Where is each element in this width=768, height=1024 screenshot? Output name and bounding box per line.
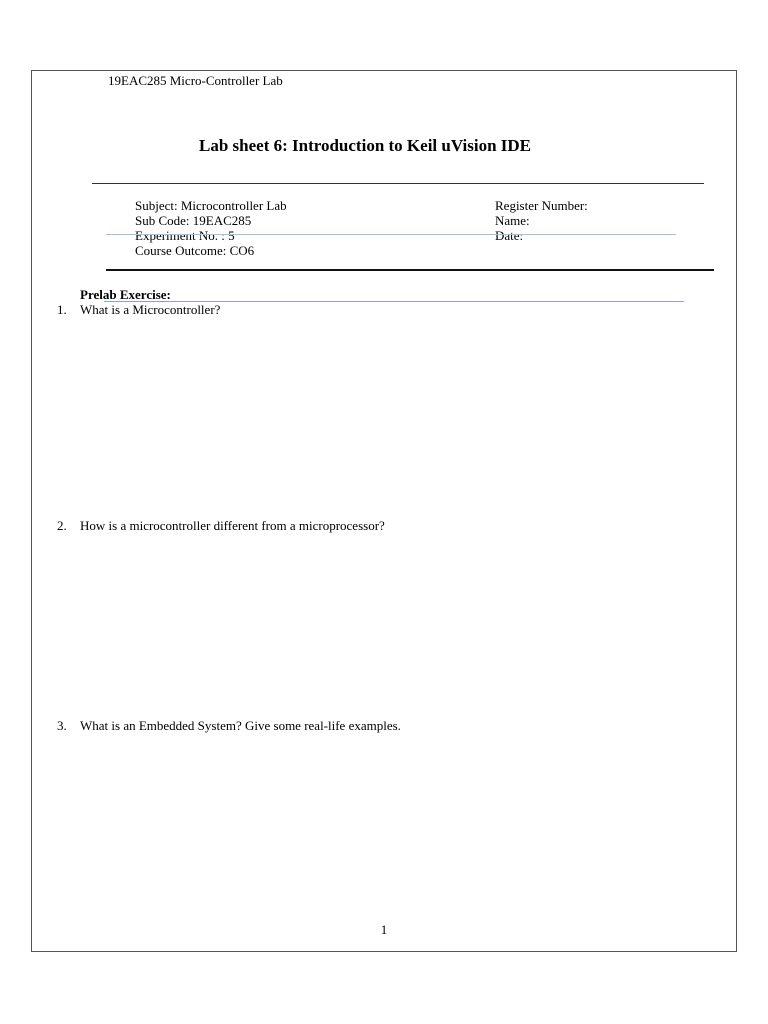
- scan-line: [106, 234, 676, 235]
- question-number: 3.: [57, 718, 67, 733]
- register-number-line: Register Number:: [495, 198, 588, 213]
- prelab-heading: Prelab Exercise:: [80, 287, 171, 302]
- course-outcome-line: Course Outcome: CO6: [135, 243, 255, 258]
- info-left-block: [135, 198, 287, 258]
- question-number: 2.: [57, 518, 67, 533]
- subject-line: Subject: Microcontroller Lab: [135, 198, 287, 213]
- name-line: Name:: [495, 213, 530, 228]
- question-text: How is a microcontroller different from a microprocessor?: [80, 518, 385, 533]
- question-number: 1.: [57, 302, 67, 317]
- info-divider: [106, 269, 714, 271]
- page-number: 1: [380, 922, 388, 937]
- info-right-block: [495, 198, 588, 243]
- title-divider: [92, 183, 704, 184]
- page-title: Lab sheet 6: Introduction to Keil uVision IDE: [198, 136, 531, 155]
- question-text: What is a Microcontroller?: [80, 302, 221, 317]
- question-text: What is an Embedded System? Give some real-life examples.: [80, 718, 401, 733]
- date-line: Date:: [495, 228, 524, 243]
- sub-code-line: Sub Code: 19EAC285: [135, 213, 252, 228]
- course-header: 19EAC285 Micro-Controller Lab: [108, 73, 283, 88]
- experiment-line: Experiment No. : 5: [135, 228, 235, 243]
